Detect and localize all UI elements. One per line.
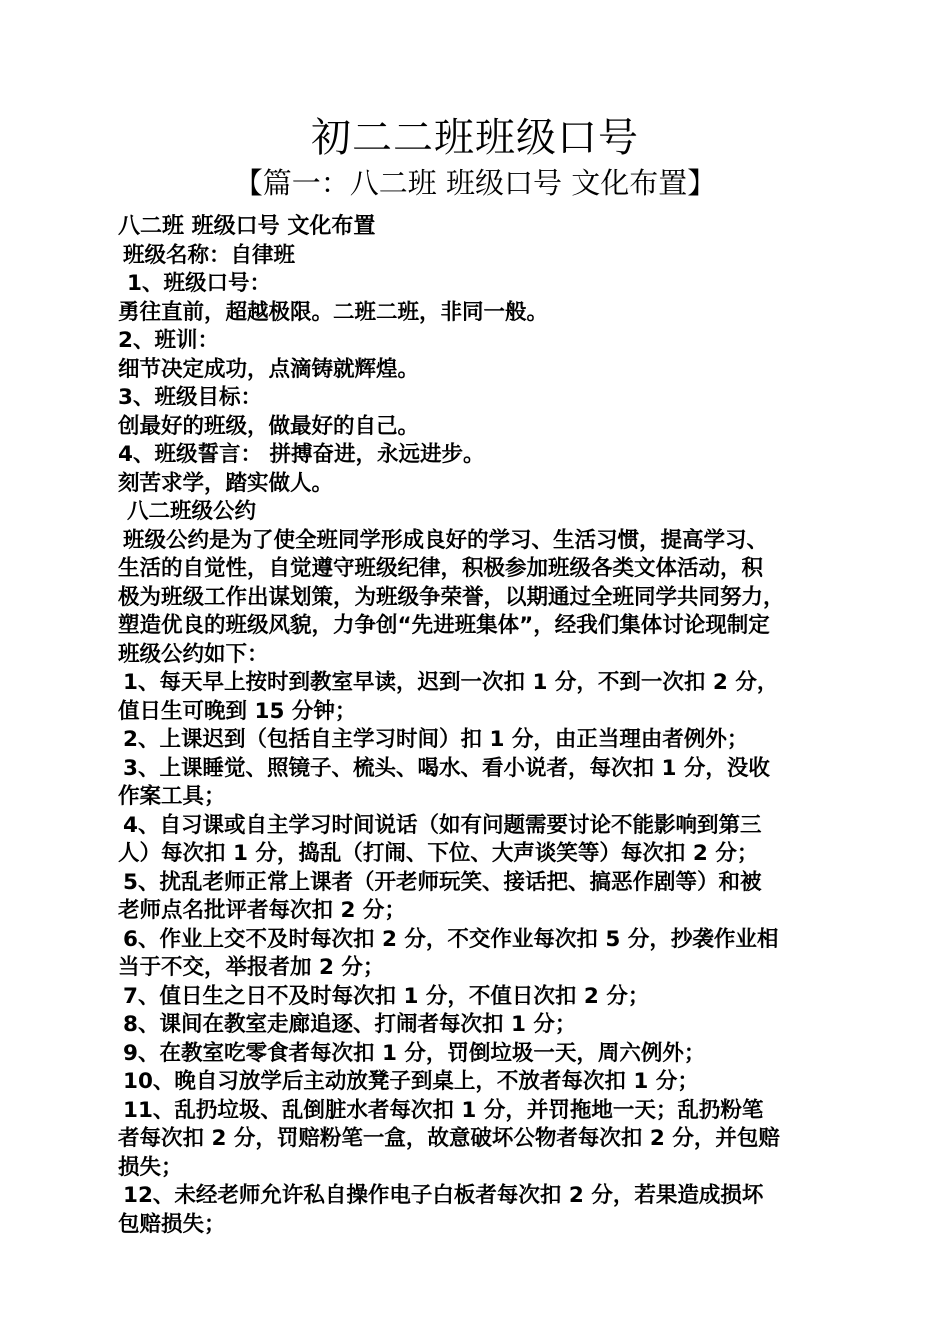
- motto-label: 2、班训：: [118, 328, 219, 353]
- rule-line: 6、作业上交不及时每次扣 2 分，不交作业每次扣 5 分，抄袭作业相: [123, 926, 779, 952]
- rule-line: 值日生可晚到 15 分钟；: [118, 698, 357, 724]
- rule-line: 老师点名批评者每次扣 2 分；: [118, 898, 406, 923]
- slogan-text: 勇往直前，超越极限。二班二班，非同一般。: [118, 299, 549, 325]
- rule-line: 8、课间在教室走廊追逐、打闹者每次扣 1 分；: [123, 1012, 577, 1037]
- rule-line: 3、上课睡觉、照镜子、梳头、喝水、看小说者，每次扣 1 分，没收: [123, 755, 770, 781]
- oath-text: 刻苦求学，踏实做人。: [118, 470, 334, 496]
- rule-line: 1、每天早上按时到教室早读，迟到一次扣 1 分，不到一次扣 2 分，: [123, 670, 779, 695]
- paragraph-line: 生活的自觉性，自觉遵守班级纪律，积极参加班级各类文体活动，积: [118, 556, 764, 581]
- rule-line: 2、上课迟到（包括自主学习时间）扣 1 分，由正当理由者例外；: [123, 727, 749, 752]
- rule-line: 9、在教室吃零食者每次扣 1 分，罚倒垃圾一天，周六例外；: [123, 1040, 706, 1066]
- section-heading: 八二班 班级口号 文化布置: [118, 214, 376, 239]
- oath-line: 4、班级誓言： 拼搏奋进，永远进步。: [118, 442, 485, 467]
- document-body: [118, 213, 838, 1239]
- rule-line: 者每次扣 2 分，罚赔粉笔一盒，故意破坏公物者每次扣 2 分，并包赔: [118, 1126, 780, 1151]
- rule-line: 11、乱扔垃圾、乱倒脏水者每次扣 1 分，并罚拖地一天；乱扔粉笔: [123, 1097, 764, 1123]
- slogan-label: 1、班级口号：: [127, 271, 271, 296]
- rule-line: 7、值日生之日不及时每次扣 1 分，不值日次扣 2 分；: [123, 983, 650, 1009]
- paragraph-line: 班级公约是为了使全班同学形成良好的学习、生活习惯，提高学习、: [123, 527, 769, 553]
- rule-line: 4、自习课或自主学习时间说话（如有问题需要讨论不能影响到第三: [123, 812, 762, 838]
- paragraph-line: 班级公约如下：: [118, 641, 269, 667]
- convention-heading: 八二班级公约: [127, 499, 257, 524]
- rule-line: 当于不交，举报者加 2 分；: [118, 955, 385, 980]
- motto-text: 细节决定成功，点滴铸就辉煌。: [118, 356, 420, 382]
- paragraph-line: 极为班级工作出谋划策，为班级争荣誉，以期通过全班同学共同努力，: [118, 584, 785, 610]
- rule-line: 12、未经老师允许私自操作电子白板者每次扣 2 分，若果造成损坏: [123, 1183, 764, 1208]
- class-name-line: 班级名称：自律班: [123, 242, 296, 268]
- rule-line: 人）每次扣 1 分，捣乱（打闹、下位、大声谈笑等）每次扣 2 分；: [118, 841, 759, 866]
- document-subtitle: 【篇一：八二班 班级口号 文化布置】: [233, 166, 717, 200]
- document-title: 初二二班班级口号: [311, 115, 639, 161]
- rule-line: 损失；: [118, 1154, 183, 1180]
- paragraph-line: 塑造优良的班级风貌，力争创“先进班集体”，经我们集体讨论现制定: [118, 613, 770, 638]
- goal-text: 创最好的班级，做最好的自己。: [118, 413, 420, 439]
- rule-line: 5、扰乱老师正常上课者（开老师玩笑、接话把、搞恶作剧等）和被: [123, 869, 762, 895]
- goal-label: 3、班级目标：: [118, 385, 262, 410]
- rule-line: 包赔损失；: [118, 1211, 226, 1237]
- rule-line: 作案工具；: [118, 784, 226, 809]
- rule-line: 10、晚自习放学后主动放凳子到桌上，不放者每次扣 1 分；: [123, 1069, 699, 1094]
